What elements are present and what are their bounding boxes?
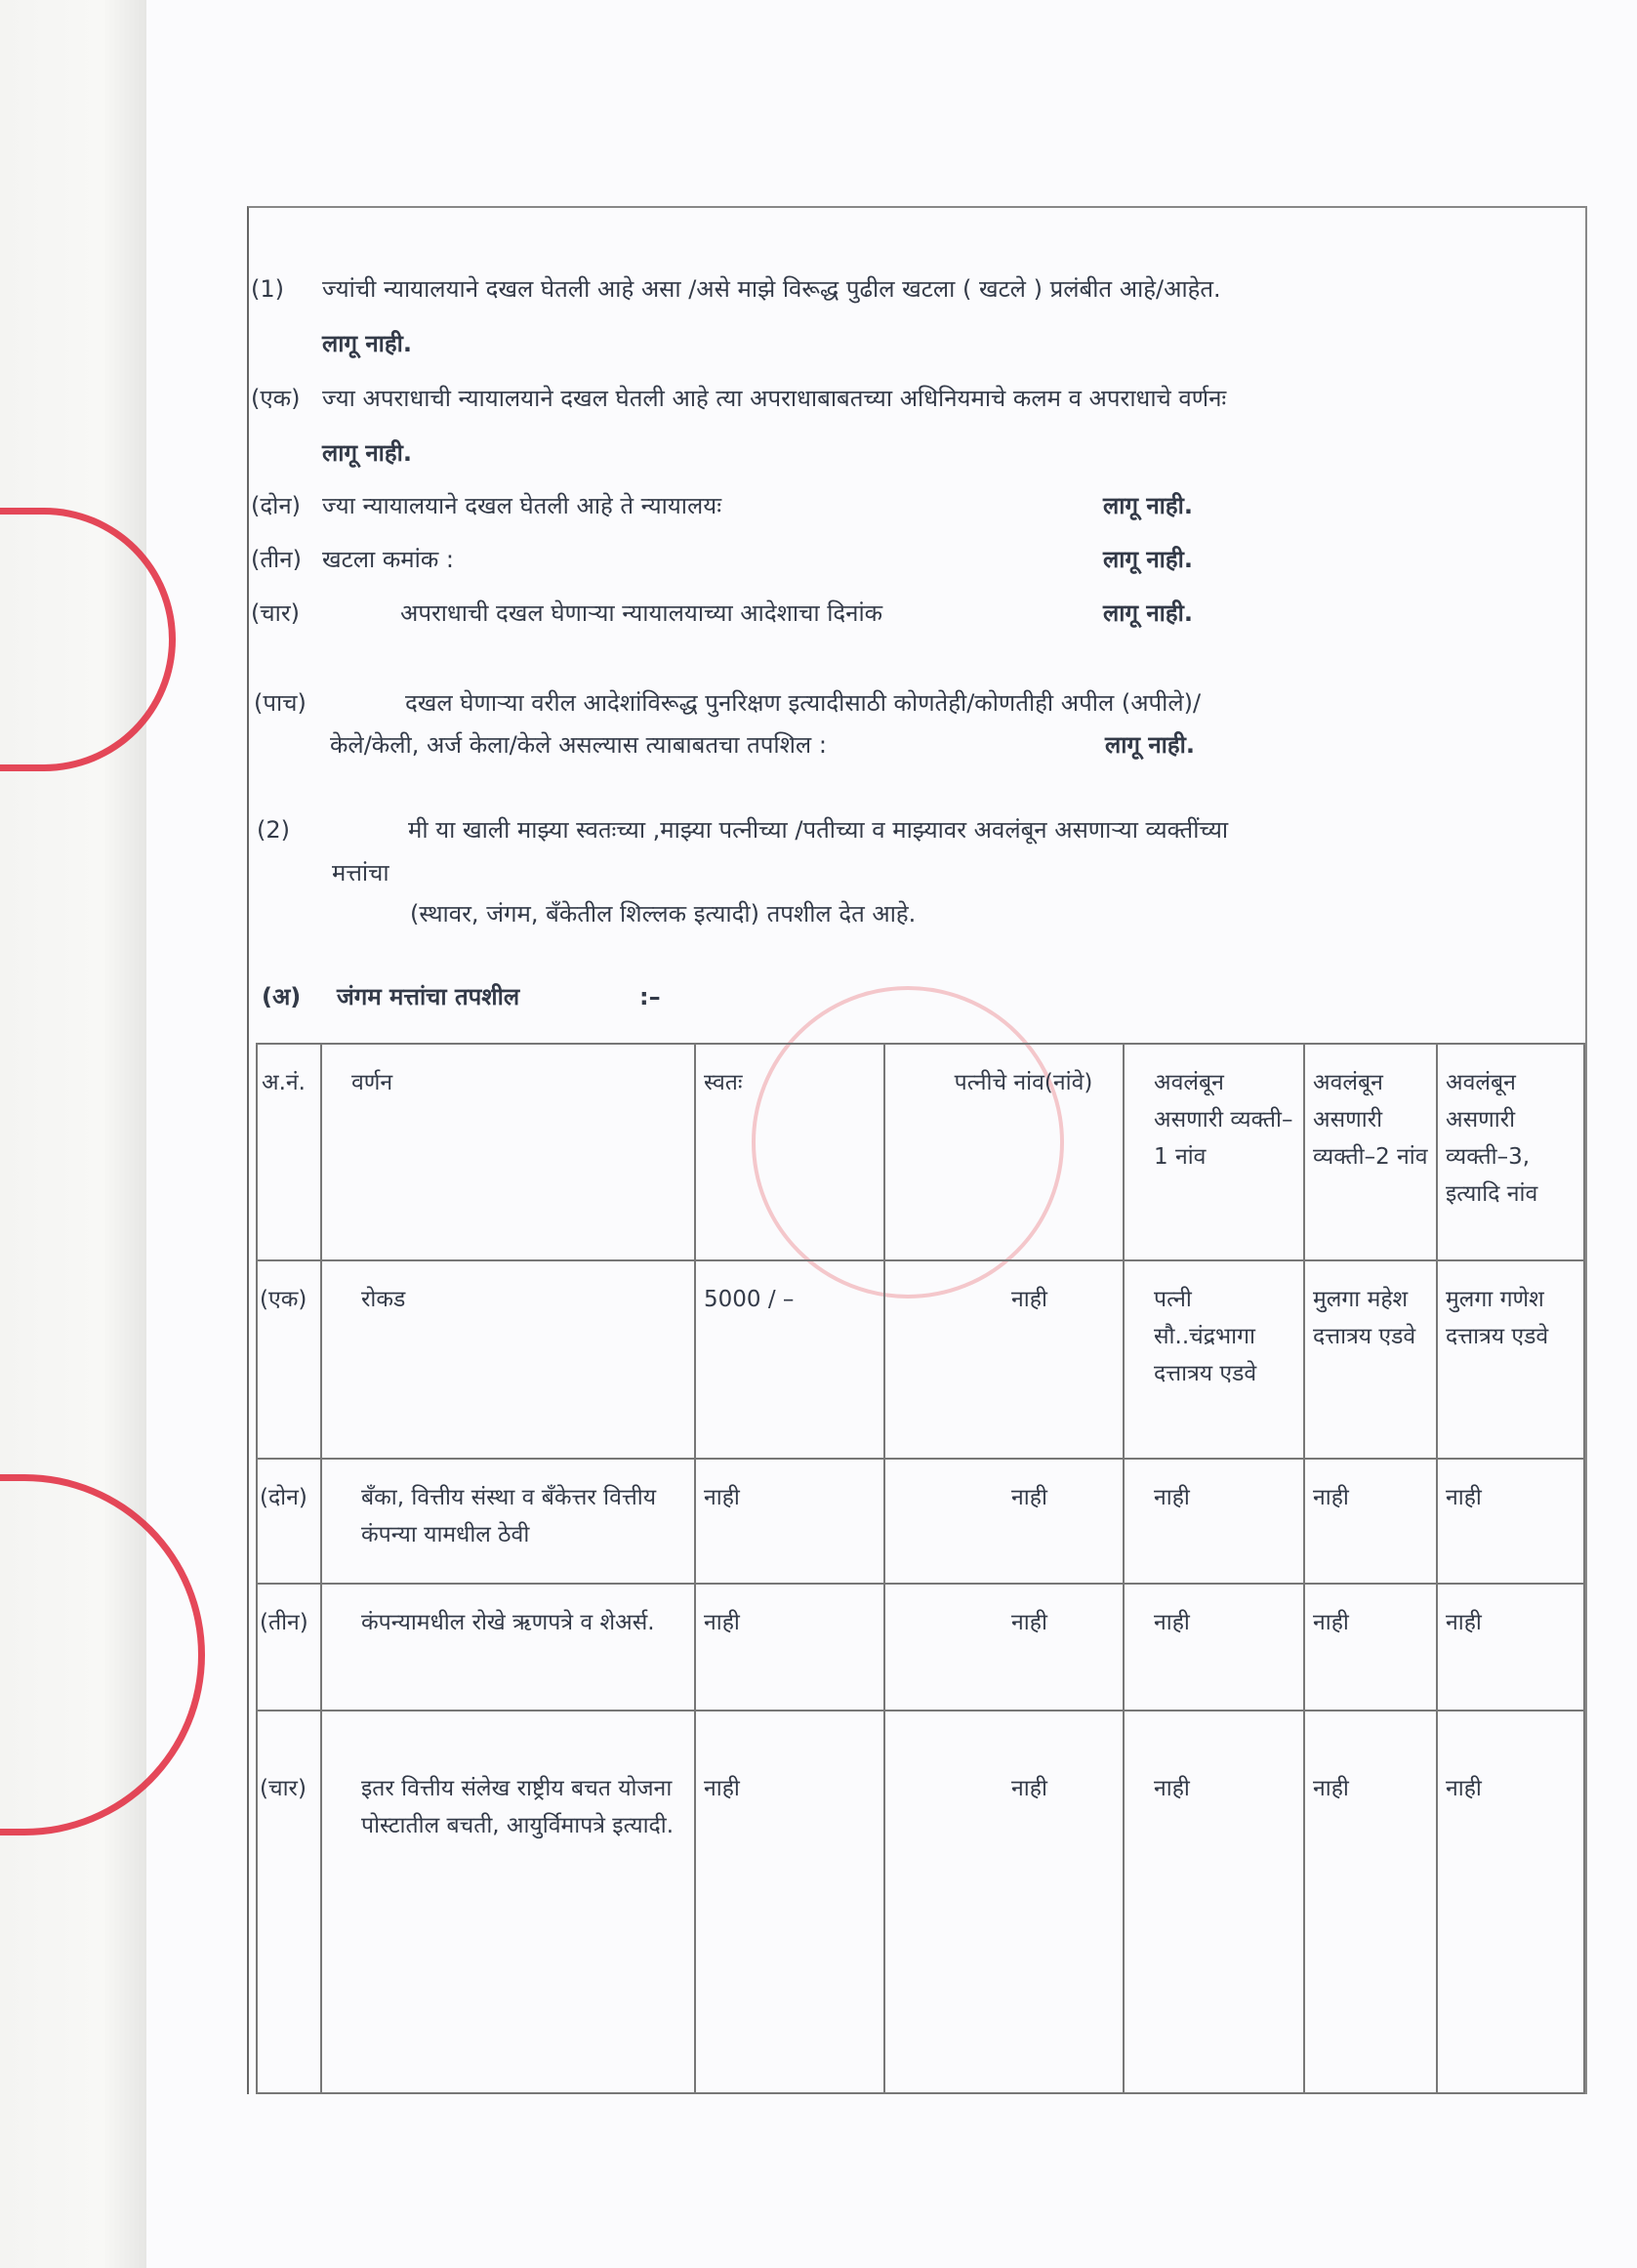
dependent1-value: नाही [1124, 1584, 1304, 1711]
subsection-number: (अ) [262, 983, 302, 1010]
header-cell: अवलंबून असणारी व्यक्ती–3, इत्यादि नांव [1437, 1044, 1584, 1260]
row-description: इतर वित्तीय संलेख राष्ट्रीय बचत योजना पोस्टातील बचती, आयुर्विमापत्रे इत्यादी. [321, 1711, 695, 2093]
row-description: रोकड [321, 1260, 695, 1459]
adjacent-page-edge [0, 0, 146, 2268]
header-cell: स्वतः [695, 1044, 884, 1260]
table-row [257, 1711, 1584, 2093]
section-number: (2) [257, 816, 290, 844]
dependent2-value: नाही [1304, 1711, 1437, 2093]
header-cell: अवलंबून असणारी व्यक्ती–1 नांव [1124, 1044, 1304, 1260]
dependent2-value: नाही [1304, 1459, 1437, 1584]
self-value: नाही [695, 1584, 884, 1711]
table-row [257, 1459, 1584, 1584]
subsection-suffix: :– [639, 983, 661, 1010]
item-text-continued: केले/केली, अर्ज केला/केले असल्यास त्याबाबतचा तपशिल : [330, 731, 827, 759]
dependent3-value: नाही [1437, 1459, 1584, 1584]
notary-stamp [0, 1474, 205, 1835]
dependent3-value: नाही [1437, 1711, 1584, 2093]
item-answer: लागू नाही. [1103, 599, 1193, 627]
item-text: खटला कमांक : [322, 546, 454, 573]
item-answer: लागू नाही. [1103, 492, 1193, 519]
dependent3-value: मुलगा गणेश दत्तात्रय एडवे [1437, 1260, 1584, 1459]
item-answer: लागू नाही. [322, 439, 412, 467]
movable-assets-table [256, 1043, 1585, 2094]
spouse-value: नाही [884, 1459, 1124, 1584]
row-description: बॅंका, वित्तीय संस्था व बॅंकेत्तर वित्तीय कंपन्या यामधील ठेवी [321, 1459, 695, 1584]
item-answer: लागू नाही. [1103, 546, 1193, 573]
item-text: ज्या अपराधाची न्यायालयाने दखल घेतली आहे त्या अपराधाबाबतच्या अधिनियमाचे कलम व अपराधाचे वर्णनः [322, 385, 1227, 412]
section-text: (स्थावर, जंगम, बॅंकेतील शिल्लक इत्यादी) तपशील देत आहे. [410, 900, 917, 928]
dependent1-value: नाही [1124, 1459, 1304, 1584]
row-number: (तीन) [257, 1584, 321, 1711]
table-header-row [257, 1044, 1584, 1260]
section-text: मत्तांचा [332, 859, 389, 887]
row-number: (एक) [257, 1260, 321, 1459]
item-number: (चार) [251, 599, 300, 627]
item-text: ज्या न्यायालयाने दखल घेतली आहे ते न्यायालयः [322, 492, 722, 519]
table-row [257, 1260, 1584, 1459]
spouse-value: नाही [884, 1711, 1124, 2093]
self-value: नाही [695, 1459, 884, 1584]
item-text: अपराधाची दखल घेणाऱ्या न्यायालयाच्या आदेशाचा दिनांक [400, 599, 883, 627]
table-row [257, 1584, 1584, 1711]
dependent3-value: नाही [1437, 1584, 1584, 1711]
section-text: मी या खाली माझ्या स्वतःच्या ,माझ्या पत्नीच्या /पतीच्या व माझ्यावर अवलंबून असणाऱ्या व्यक्तींच्या [408, 816, 1229, 844]
row-number: (दोन) [257, 1459, 321, 1584]
self-value: नाही [695, 1711, 884, 2093]
subsection-title: जंगम मत्तांचा तपशील [337, 983, 520, 1010]
item-number: (तीन) [251, 546, 302, 573]
row-description: कंपन्यामधील रोखे ऋणपत्रे व शेअर्स. [321, 1584, 695, 1711]
notary-stamp [0, 508, 176, 771]
item-text: दखल घेणाऱ्या वरील आदेशांविरूद्ध पुनरिक्षण इत्यादीसाठी कोणतेही/कोणतीही अपील (अपीले)/ [405, 689, 1202, 717]
item-number: (एक) [251, 385, 301, 412]
dependent1-value: पत्नी सौ..चंद्रभागा दत्तात्रय एडवे [1124, 1260, 1304, 1459]
row-number: (चार) [257, 1711, 321, 2093]
section-text: ज्यांची न्यायालयाने दखल घेतली आहे असा /असे माझे विरूद्ध पुढील खटला ( खटले ) प्रलंबीत आहे/आहेत. [322, 275, 1221, 303]
header-cell: अवलंबून असणारी व्यक्ती–2 नांव [1304, 1044, 1437, 1260]
header-cell: पत्नीचे नांव(नांवे) [884, 1044, 1124, 1260]
spouse-value: नाही [884, 1260, 1124, 1459]
dependent2-value: मुलगा महेश दत्तात्रय एडवे [1304, 1260, 1437, 1459]
dependent1-value: नाही [1124, 1711, 1304, 2093]
header-cell: वर्णन [321, 1044, 695, 1260]
item-answer: लागू नाही. [1105, 731, 1195, 759]
header-cell: अ.नं. [257, 1044, 321, 1260]
section-number: (1) [251, 275, 284, 303]
item-number: (पाच) [254, 689, 307, 717]
section-answer: लागू नाही. [322, 330, 412, 357]
dependent2-value: नाही [1304, 1584, 1437, 1711]
spouse-value: नाही [884, 1584, 1124, 1711]
item-number: (दोन) [251, 492, 302, 519]
self-value: 5000 / – [695, 1260, 884, 1459]
